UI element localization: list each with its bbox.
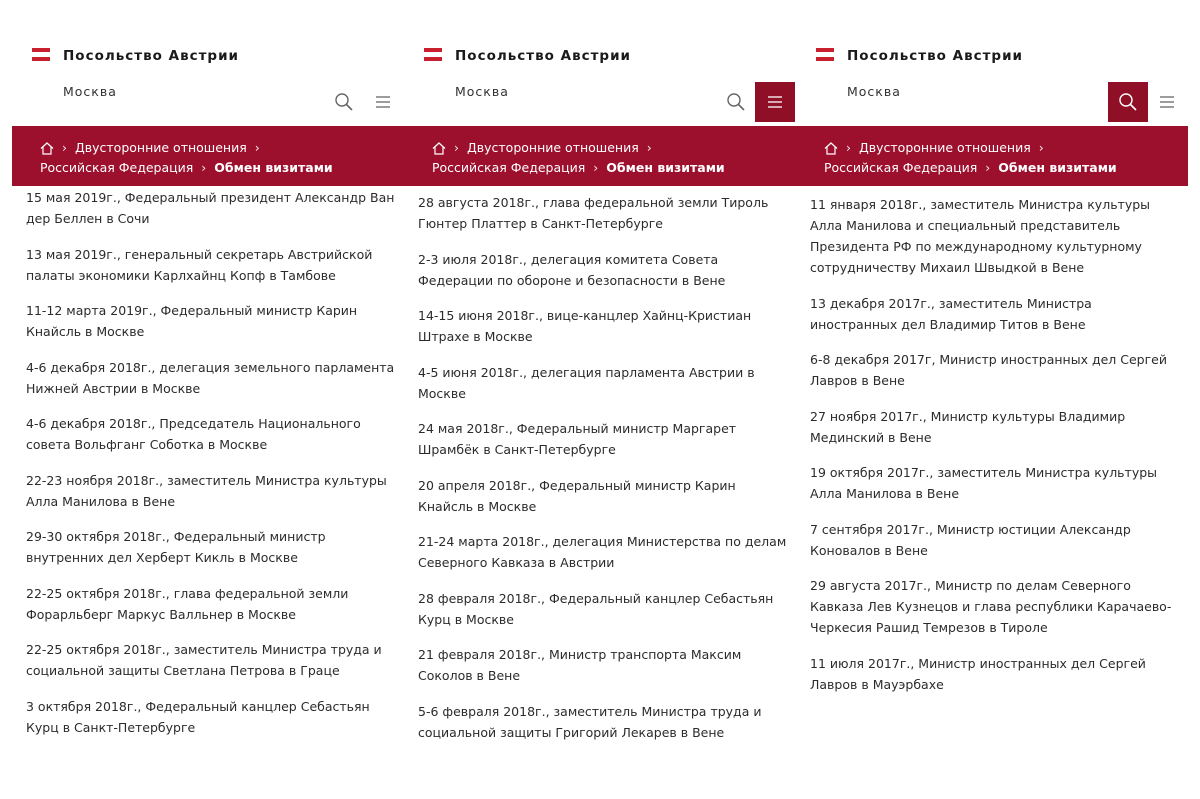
site-title[interactable]: Посольство Австрии [63,48,240,64]
breadcrumb-link-relations[interactable]: Двусторонние отношения [75,140,247,155]
list-item: 29-30 октября 2018г., Федеральный министр внутренних дел Херберт Кикль в Москве [26,529,326,565]
list-item: 15 мая 2019г., Федеральный президент Александр Ван дер Беллен в Сочи [26,190,395,226]
page-panel-1 [12,0,404,799]
page-panel-3 [796,0,1188,799]
search-button[interactable] [716,82,756,122]
list-item: 4-6 декабря 2018г., делегация земельного парламента Нижней Австрии в Москве [26,359,395,396]
chevron-right-icon: › [985,160,991,175]
menu-button[interactable] [363,82,403,122]
breadcrumb-link-russia[interactable]: Российская Федерация [40,160,194,175]
menu-button[interactable] [1147,82,1187,122]
breadcrumb-current: Обмен визитами [998,160,1117,175]
search-icon [334,92,354,112]
list-item: 22-25 октября 2018г., глава федеральной земли Форарльберг Маркус Валльнер в Москве [26,585,349,622]
search-button[interactable] [324,82,364,122]
breadcrumb-current: Обмен визитами [606,160,725,175]
site-subtitle-city: Москва [847,84,901,99]
list-item: 6-8 декабря 2017г, Министр иностранных дел Сергей Лавров в Вене [810,352,1167,388]
breadcrumb [404,126,796,186]
page-panel-2 [404,0,796,799]
breadcrumb [12,126,404,186]
list-item: 28 февраля 2018г., Федеральный канцлер Себастьян Курц в Москве [418,590,774,627]
search-button[interactable] [1108,82,1148,122]
list-item: 19 октября 2017г., заместитель Министра культуры Алла Манилова в Вене [810,465,1158,501]
list-item: 22-23 ноября 2018г., заместитель Министра культуры Алла Манилова в Вене [26,472,387,509]
chevron-right-icon: › [62,140,67,155]
list-item: 21 февраля 2018г., Министр транспорта Максим Соколов в Вене [418,647,742,683]
list-item: 14-15 июня 2018г., вице-канцлер Хайнц-Кристиан Штрахе в Москве [418,308,752,344]
list-item: 5-6 февраля 2018г., заместитель Министра труда и социальной защиты Григорий Лекарев в Вене [418,703,762,740]
site-subtitle-city: Москва [455,84,509,99]
menu-icon [767,95,783,109]
list-item: 3 октября 2018г., Федеральный канцлер Себастьян Курц в Санкт-Петербурге [26,698,370,735]
list-item: 20 апреля 2018г., Федеральный министр Карин Кнайсль в Москве [418,477,736,514]
chevron-right-icon: › [646,140,652,155]
chevron-right-icon: › [846,140,851,155]
visits-list [418,192,788,757]
breadcrumb-link-relations[interactable]: Двусторонние отношения [467,140,639,155]
chevron-right-icon: › [254,140,260,155]
austria-flag-logo[interactable] [424,48,442,61]
search-icon [726,92,746,112]
chevron-right-icon: › [454,140,459,155]
site-title[interactable]: Посольство Австрии [847,48,1024,64]
list-item: 11 июля 2017г., Министр иностранных дел Сергей Лавров в Мауэрбахе [810,655,1146,692]
chevron-right-icon: › [201,160,207,175]
home-icon[interactable] [432,142,446,155]
austria-flag-logo[interactable] [816,48,834,61]
list-item: 13 мая 2019г., генеральный секретарь Австрийской палаты экономики Карлхайнц Копф в Тамбове [26,246,373,283]
menu-button[interactable] [755,82,795,122]
list-item: 22-25 октября 2018г., заместитель Министра труда и социальной защиты Светлана Петрова в Граце [26,642,382,678]
list-item: 2-3 июля 2018г., делегация комитета Совета Федерации по обороне и безопасности в Вене [418,251,726,288]
breadcrumb-link-relations[interactable]: Двусторонние отношения [859,140,1031,155]
list-item: 24 мая 2018г., Федеральный министр Маргарет Шрамбёк в Санкт-Петербурге [418,421,737,457]
list-item: 7 сентября 2017г., Министр юстиции Александр Коновалов в Вене [810,521,1131,558]
visits-list [810,194,1180,709]
menu-icon [1159,95,1175,109]
breadcrumb [796,126,1188,186]
list-item: 29 августа 2017г., Министр по делам Северного Кавказа Лев Кузнецов и глава республики Карачаево-Черкесия Рашид Темрезов в Тироле [810,578,1172,635]
list-item: 21-24 марта 2018г., делегация Министерства по делам Северного Кавказа в Австрии [418,534,787,570]
menu-icon [375,95,391,109]
list-item: 11-12 марта 2019г., Федеральный министр Карин Кнайсль в Москве [26,303,358,339]
breadcrumb-link-russia[interactable]: Российская Федерация [432,160,586,175]
list-item: 27 ноября 2017г., Министр культуры Владимир Мединский в Вене [810,408,1126,445]
list-item: 4-6 декабря 2018г., Председатель Национального совета Вольфганг Соботка в Москве [26,416,361,452]
list-item: 4-5 июня 2018г., делегация парламента Австрии в Москве [418,364,755,401]
visits-list [26,187,396,752]
list-item: 11 января 2018г., заместитель Министра культуры Алла Манилова и специальный представитель Президента РФ по международному культурному сотрудничеству Михаил Швыдкой в Вене [810,197,1151,275]
chevron-right-icon: › [1038,140,1044,155]
list-item: 28 августа 2018г., глава федеральной земли Тироль Гюнтер Платтер в Санкт-Петербурге [418,195,769,231]
breadcrumb-link-russia[interactable]: Российская Федерация [824,160,978,175]
search-icon [1118,92,1138,112]
home-icon[interactable] [824,142,838,155]
chevron-right-icon: › [593,160,599,175]
site-title[interactable]: Посольство Австрии [455,48,632,64]
site-subtitle-city: Москва [63,84,117,99]
breadcrumb-current: Обмен визитами [214,160,333,175]
home-icon[interactable] [40,142,54,155]
list-item: 13 декабря 2017г., заместитель Министра иностранных дел Владимир Титов в Вене [810,295,1092,332]
austria-flag-logo[interactable] [32,48,50,61]
